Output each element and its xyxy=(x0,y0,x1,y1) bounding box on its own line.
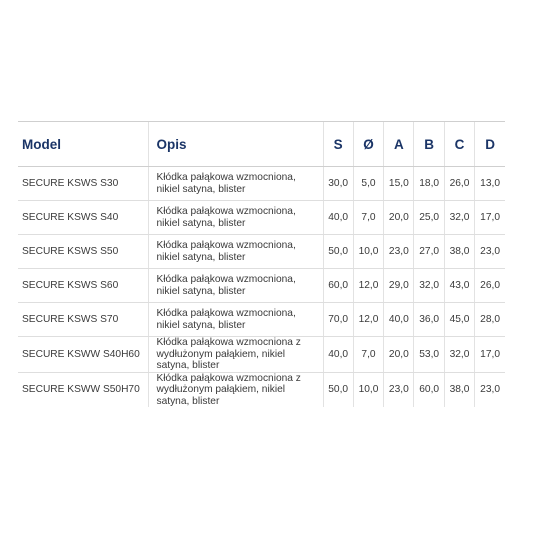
cell-d: 23,0 xyxy=(475,372,505,407)
cell-opis: Kłódka pałąkowa wzmocniona, nikiel satyna, blister xyxy=(148,303,323,337)
cell-model: SECURE KSWS S60 xyxy=(18,269,148,303)
header-phi: Ø xyxy=(353,122,383,167)
cell-d: 23,0 xyxy=(475,235,505,269)
header-s: S xyxy=(323,122,353,167)
cell-a: 23,0 xyxy=(384,372,414,407)
cell-opis: Kłódka pałąkowa wzmocniona, nikiel satyna, blister xyxy=(148,167,323,201)
header-a: A xyxy=(384,122,414,167)
product-spec-table-container xyxy=(18,121,505,407)
cell-phi: 7,0 xyxy=(353,337,383,373)
header-d: D xyxy=(475,122,505,167)
cell-c: 38,0 xyxy=(444,235,474,269)
cell-opis: Kłódka pałąkowa wzmocniona z wydłużonym pałąkiem, nikiel satyna, blister xyxy=(148,337,323,373)
cell-b: 36,0 xyxy=(414,303,444,337)
table-row xyxy=(18,372,505,407)
header-opis: Opis xyxy=(148,122,323,167)
cell-s: 60,0 xyxy=(323,269,353,303)
cell-model: SECURE KSWW S40H60 xyxy=(18,337,148,373)
cell-phi: 12,0 xyxy=(353,269,383,303)
cell-d: 17,0 xyxy=(475,201,505,235)
cell-model: SECURE KSWW S50H70 xyxy=(22,384,140,395)
cell-phi: 7,0 xyxy=(353,201,383,235)
cell-c: 38,0 xyxy=(444,372,474,407)
cell-s: 40,0 xyxy=(323,201,353,235)
cell-s: 30,0 xyxy=(323,167,353,201)
cell-s: 70,0 xyxy=(323,303,353,337)
table-row xyxy=(18,303,505,337)
cell-s: 50,0 xyxy=(323,372,353,407)
cell-opis: Kłódka pałąkowa wzmocniona, nikiel satyna, blister xyxy=(148,269,323,303)
cell-d: 13,0 xyxy=(475,167,505,201)
cell-a: 20,0 xyxy=(384,337,414,373)
cell-b: 25,0 xyxy=(414,201,444,235)
cell-c: 32,0 xyxy=(444,337,474,373)
cell-opis: Kłódka pałąkowa wzmocniona, nikiel satyna, blister xyxy=(148,201,323,235)
cell-a: 20,0 xyxy=(384,201,414,235)
table-row xyxy=(18,235,505,269)
header-row xyxy=(18,122,505,167)
header-b: B xyxy=(414,122,444,167)
cell-c: 26,0 xyxy=(444,167,474,201)
cell-phi: 10,0 xyxy=(353,235,383,269)
table-header xyxy=(18,122,505,167)
cell-b: 53,0 xyxy=(414,337,444,373)
cell-b: 32,0 xyxy=(414,269,444,303)
table-row xyxy=(18,201,505,235)
cell-model: SECURE KSWS S30 xyxy=(18,167,148,201)
product-spec-table xyxy=(18,121,505,407)
cell-s: 40,0 xyxy=(323,337,353,373)
cell-d: 26,0 xyxy=(475,269,505,303)
cell-d: 17,0 xyxy=(475,337,505,373)
cell-c: 43,0 xyxy=(444,269,474,303)
cell-b: 60,0 xyxy=(414,372,444,407)
cell-a: 23,0 xyxy=(384,235,414,269)
cell-model: SECURE KSWS S70 xyxy=(18,303,148,337)
cell-c: 45,0 xyxy=(444,303,474,337)
table-body xyxy=(18,167,505,408)
cell-phi: 12,0 xyxy=(353,303,383,337)
cell-b: 27,0 xyxy=(414,235,444,269)
cell-c: 32,0 xyxy=(444,201,474,235)
cell-a: 40,0 xyxy=(384,303,414,337)
cell-opis: Kłódka pałąkowa wzmocniona z wydłużonym pałąkiem, nikiel satyna, blister xyxy=(148,372,323,407)
header-model: Model xyxy=(18,122,148,167)
cell-a: 29,0 xyxy=(384,269,414,303)
cell-a: 15,0 xyxy=(384,167,414,201)
cell-model: SECURE KSWS S40 xyxy=(18,201,148,235)
cell-opis: Kłódka pałąkowa wzmocniona, nikiel satyna, blister xyxy=(148,235,323,269)
cell-d: 28,0 xyxy=(475,303,505,337)
table-row xyxy=(18,337,505,373)
table-row xyxy=(18,167,505,201)
cell-s: 50,0 xyxy=(323,235,353,269)
cell-model: SECURE KSWS S50 xyxy=(18,235,148,269)
cell-b: 18,0 xyxy=(414,167,444,201)
table-row xyxy=(18,269,505,303)
cell-phi: 10,0 xyxy=(353,372,383,407)
header-c: C xyxy=(444,122,474,167)
cell-phi: 5,0 xyxy=(353,167,383,201)
